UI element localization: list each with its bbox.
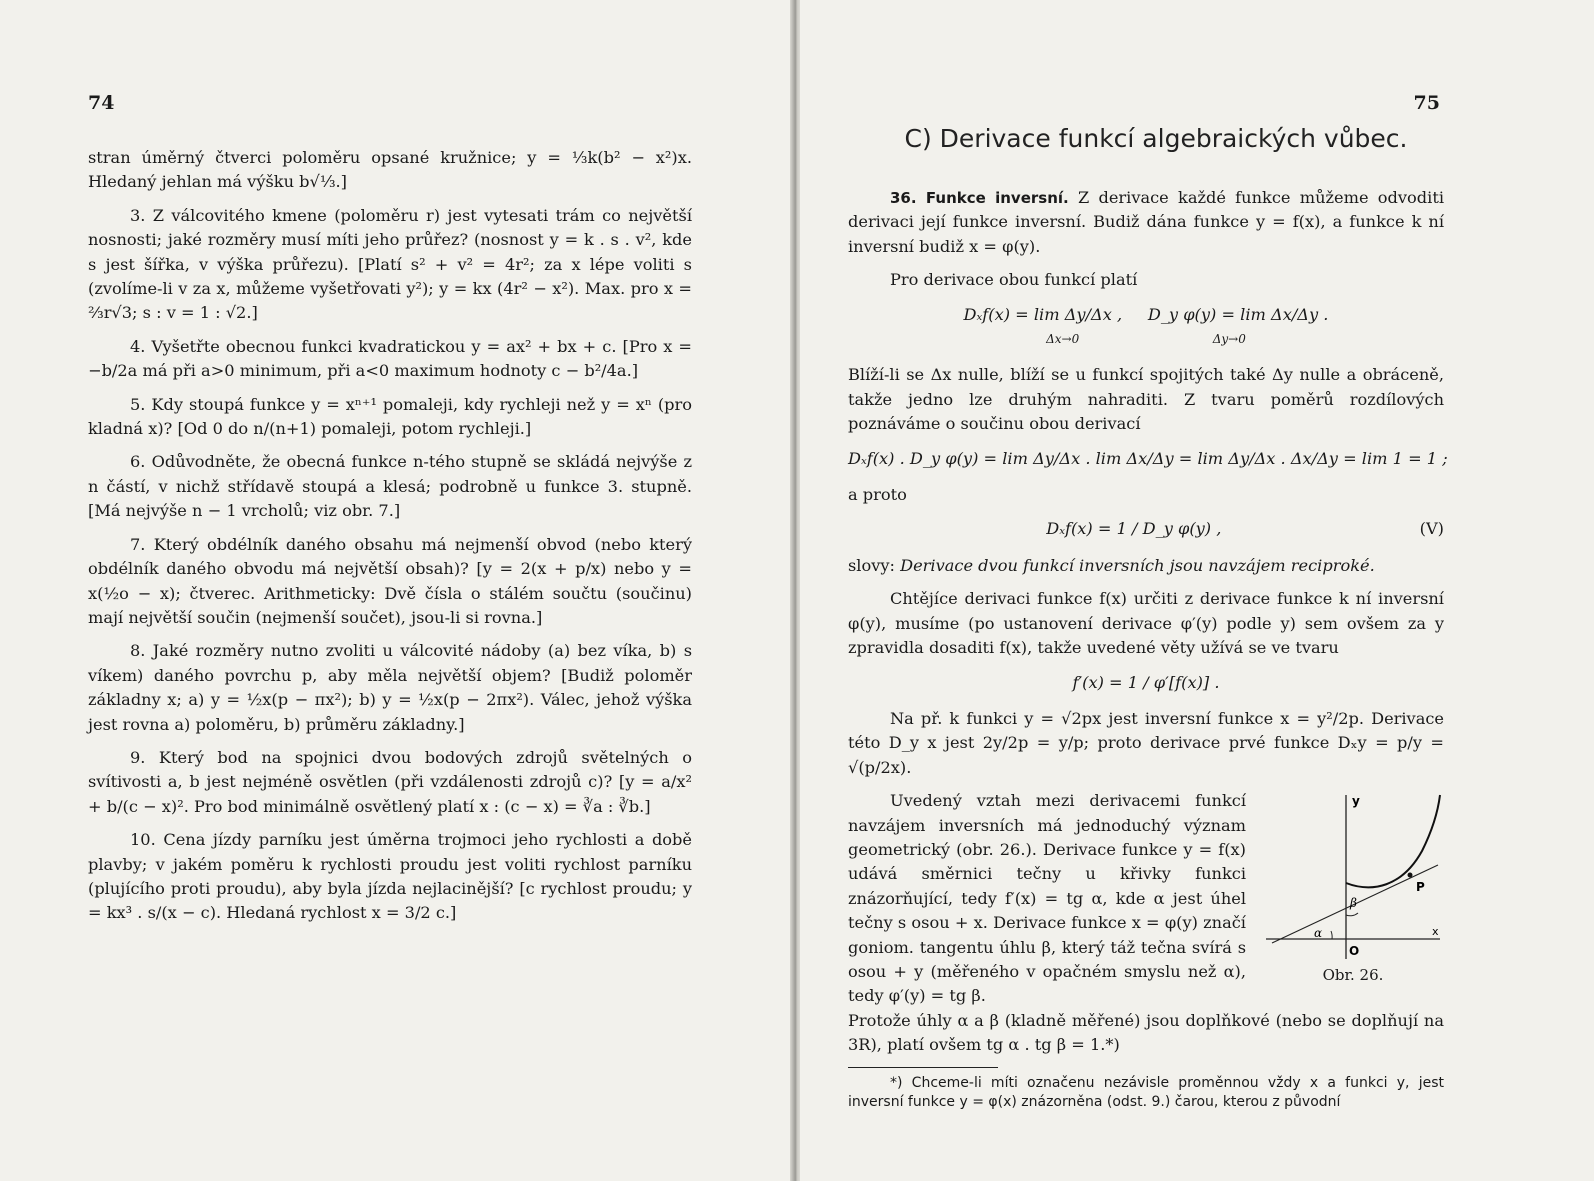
equation-product: Dₓf(x) . D_y φ(y) = lim Δy/Δx . lim Δx/Δy = lim Δy/Δx . Δx/Δy = lim 1 = 1 ; [848,448,1448,468]
figure-block [848,789,1444,1009]
equation-v-text: Dₓf(x) = 1 / D_y φ(y) , [1046,519,1222,539]
label-p: P [1416,880,1425,895]
label-beta: β [1350,896,1357,911]
equation-v [848,517,1444,541]
exercise-5: 5. Kdy stoupá funkce y = xⁿ⁺¹ pomaleji, kdy rychleji než y = xⁿ (pro kladná x)? [Od 0 do n/(n+1) pomaleji, potom rychleji.] [88,394,692,439]
paragraph-example: Na př. k funkci y = √2px jest inversní funkce x = y²/2p. Derivace této D_y x jest 2y/2p = y/p; proto derivace prvé funkce Dₓy = p/y = √(p/2x). [848,708,1444,777]
paragraph: Chtějíce derivaci funkce f(x) určiti z derivace funkce k ní inversní φ(y), musíme (po ustanovení derivace φ′(y) podle y) sem ovšem za y zpravidla dosaditi f(x), takže uvedené věty užívá se ve tvaru [848,589,1444,658]
page-number: 74 [88,92,115,114]
equation-limits-subscript: Δx→0 Δy→0 [1046,332,1246,347]
exercise-9: 9. Který bod na spojnici dvou bodových zdrojů světelných o svítivosti a, b jest nejméně osvětlen (při vzdálenosti zdrojů c)? [y = a/x² + b/(c − x)². Pro bod minimálně osvětlený platí x : (c − x) = ∛a : ∛b.] [88,747,692,816]
left-body [88,146,692,935]
exercise-8: 8. Jaké rozměry nutno zvoliti u válcovité nádoby (a) bez víka, b) s víkem) daného povrchu p, aby měla největší objem? [Budiž poloměr základny x; a) y = ½x(p − πx²); b) y = ½x(p − 2πx²). Válec, jehož výška jest rovna a) poloměru, b) průměru základny.] [88,641,692,734]
equation-number: (V) [1419,519,1444,539]
paragraph-text: Z derivace každé funkce můžeme odvoditi derivaci její funkce inversní. Budiž dána funkce y = f(x), a funkce k ní inversní budiž x = φ(y). [848,188,1444,256]
paragraph-statement [848,554,1444,578]
right-body [848,186,1448,1112]
function-curve [1346,795,1440,887]
label-y: y [1352,794,1360,809]
tangent-diagram [1262,791,1444,963]
section-heading: C) Derivace funkcí algebraických vůbec. [904,124,1408,153]
label-alpha: α [1314,926,1323,941]
paragraph-geometry: Uvedený vztah mezi derivacemi funkcí navzájem inversních má jednoduchý význam geometrický (obr. 26.). Derivace funkce y = f(x) udává směrnici tečny u křivky funkci znázorňující, tedy f′(x) = tg α, kde α jest úhel tečny s osou + x. Derivace funkce x = φ(y) značí goniom. tangentu úhlu β, který táž tečna svírá s osou + y (měřeného v opačném smyslu než α), tedy φ′(y) = tg β. [848,791,1246,1006]
label-x: x [1432,925,1439,939]
footnote: *) Chceme-li míti označenu nezávisle proměnnou vždy x a funkci y, jest inversní funkce y = φ(x) znázorněna (odst. 9.) čarou, kterou z původní [848,1074,1444,1110]
paragraph: stran úměrný čtverci poloměru opsané kružnice; y = ⅓k(b² − x²)x. Hledaný jehlan má výšku b√⅓.] [88,148,692,192]
theorem-text: Derivace dvou funkcí inversních jsou navzájem reciproké. [900,555,1375,575]
equation-inverse-derivative: f′(x) = 1 / φ′[f(x)] . [1072,672,1220,692]
paragraph: a proto [848,485,907,505]
exercise-6: 6. Odůvodněte, že obecná funkce n-tého stupně se skládá nejvýše z n částí, v nichž střídavě stoupá a klesá; podrobně u funkce 3. stupně. [Má nejvýše n − 1 vrcholů; viz obr. 7.] [88,452,692,521]
paragraph-label: 36. Funkce inversní. [890,189,1069,207]
page-number: 75 [1413,92,1440,114]
alpha-arc [1331,931,1332,939]
left-page [0,0,792,1181]
paragraph: Blíží-li se Δx nulle, blíží se u funkcí spojitých také Δy nulle a obráceně, takže jedno lze druhým nahraditi. Z tvaru poměrů rozdílových poznáváme o součinu obou derivací [848,365,1444,434]
figure-26 [1262,791,1444,991]
exercise-4: 4. Vyšetřte obecnou funkci kvadratickou y = ax² + bx + c. [Pro x = −b/2a má při a>0 minimum, při a<0 maximum hodnoty c − b²/4a.] [88,336,692,381]
exercise-10: 10. Cena jízdy parníku jest úměrna trojmoci jeho rychlosti a době plavby; v jakém poměru k rychlosti proudu jest voliti rychlost parníku (plujícího proti proudu), aby byla jízda nejlacinější? [c rychlost proudu; y = kx³ . s/(x − c). Hledaná rychlost x = 3/2 c.] [88,830,692,923]
paragraph-36 [848,186,1444,259]
equation-limits: Dₓf(x) = lim Δy/Δx , D_y φ(y) = lim Δx/Δy . [963,304,1329,324]
figure-caption: Obr. 26. [1322,966,1384,985]
paragraph: Pro derivace obou funkcí platí [890,270,1138,290]
footnote-rule [848,1067,998,1068]
exercise-3: 3. Z válcovitého kmene (poloměru r) jest vytesati trám co největší nosnosti; jaké rozměry musí míti jeho průřez? (nosnost y = k . s . v², kde s jest šířka, v výška průřezu). [Platí s² + v² = 4r²; za x lépe voliti s (zvolíme-li v za x, můžeme vyšetřovati y²); y = kx (4r² − x²). Max. pro x = ⅔r√3; s : v = 1 : √2.] [88,205,692,323]
lead-text: slovy: [848,555,901,575]
paragraph: Protože úhly α a β (kladně měřené) jsou doplňkové (nebo se doplňují na 3R), platí ovšem tg α . tg β = 1.*) [848,1010,1444,1055]
right-page [800,0,1594,1181]
point-p [1408,873,1413,878]
exercise-7: 7. Který obdélník daného obsahu má nejmenší obvod (nebo který obdélník daného obvodu má největší obsah)? [y = 2(x + p/x) nebo y = x(½o − x); čtverec. Arithmeticky: Dvě čísla o stálém součtu (součinu) mají největší součin (nejmenší součet), jsou-li si rovna.] [88,534,692,627]
beta-arc [1346,913,1358,916]
label-o: O [1349,944,1360,959]
